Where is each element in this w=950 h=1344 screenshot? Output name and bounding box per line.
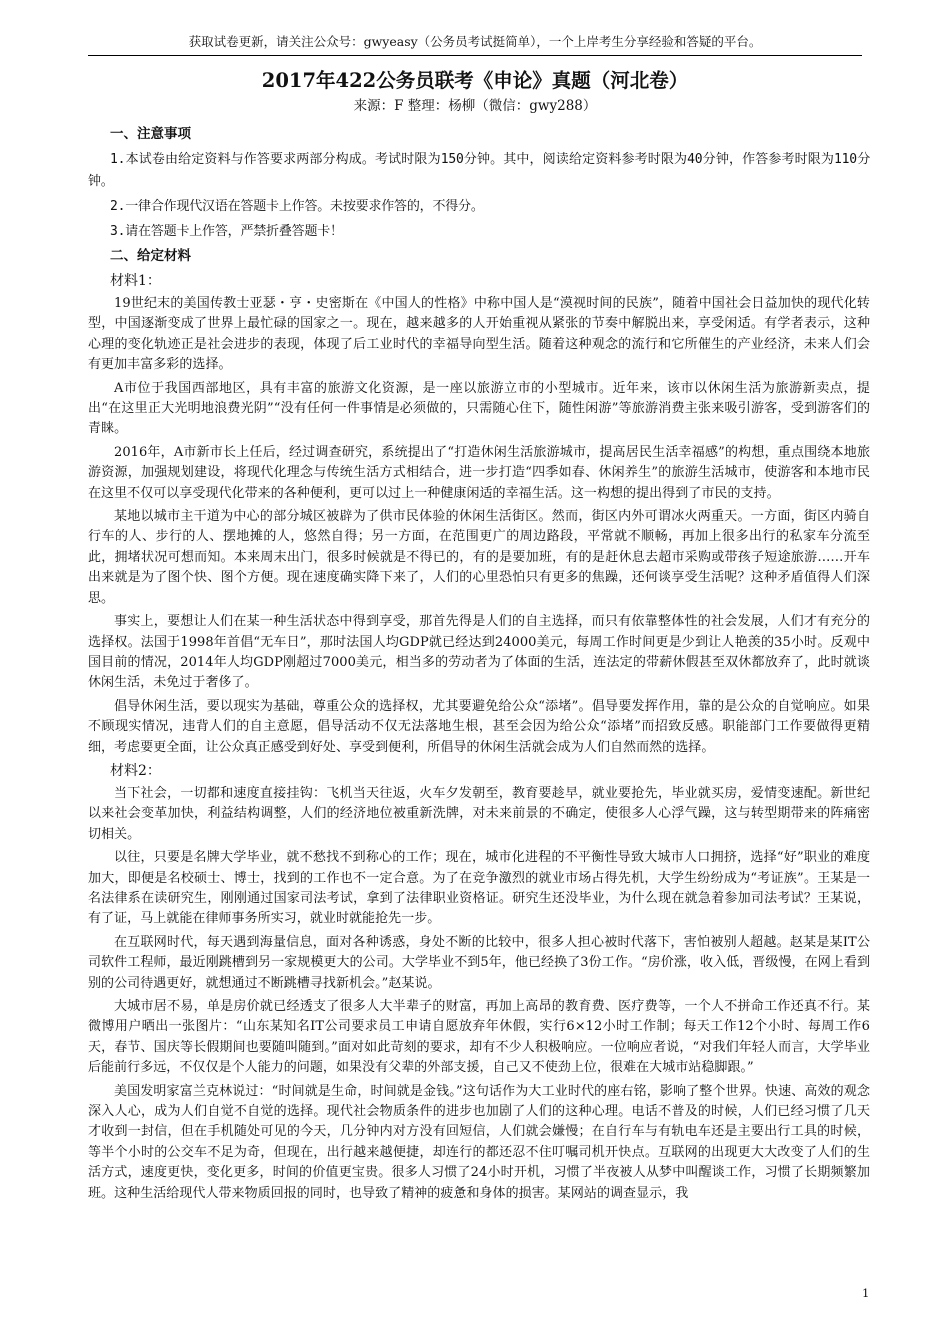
material-1-paragraph: 某地以城市主干道为中心的部分城区被辟为了供市民体验的休闲生活街区。然而，街区内外可谓冰火两重天。一方面，街区内骑自行车的人、步行的人、摆地摊的人，悠然自得；另一方面，在范围更广的周边路段，平常就不顺畅，再加上很多出行的私家车分流至此，拥堵状况可想而知。本来周末出门，很多时候就是不得已的，有的是要加班，有的是赶休息去超市采购或带孩子短途旅游……开车出来就是为了图个快、图个方便。现在速度确实降下来了，人们的心里恐怕只有更多的焦躁，还何谈享受生活呢？这种矛盾值得人们深思。 — [88, 509, 870, 606]
material-2-paragraph: 以往，只要是名牌大学毕业，就不愁找不到称心的工作；现在，城市化进程的不平衡性导致大城市人口拥挤，选择“好”职业的难度加大，即便是名校硕士、博士，找到的工作也不一定合意。为了在竞争激烈的就业市场占得先机，大学生纷纷成为“考证族”。王某是一名法律系在读研究生，刚刚通过国家司法考试，拿到了法律职业资格证。研究生还没毕业，为什么现在就急着参加司法考试？王某说，有了证，马上就能在律师事务所实习，就业时就能抢先一步。 — [88, 850, 870, 927]
page-header-notice: 获取试卷更新，请关注公众号：gwyeasy（公务员考试挺简单），一个上岸考生分享经验和答疑的平台。 — [188, 34, 762, 49]
material-1-paragraph: 19世纪末的美国传教士亚瑟・亨・史密斯在《中国人的性格》中称中国人是“漠视时间的民族”，随着中国社会日益加快的现代化转型，中国逐渐变成了世界上最忙碌的国家之一。现在，越来越多的人开始重视从紧张的节奏中解脱出来，享受闲适。有学者表示，这种心理的变化轨迹正是社会进步的表现，体现了后工业时代的幸福导向型生活。随着这种观念的流行和它所催生的产业经济，未来人们会有更加丰富多彩的选择。 — [88, 296, 870, 373]
document-body — [88, 122, 870, 1207]
header-divider — [88, 55, 862, 56]
material-1-paragraph: 事实上，要想让人们在某一种生活状态中得到享受，那首先得是人们的自主选择，而只有依靠整体性的社会发展，人们才有充分的选择权。法国于1998年首倡“无车日”，那时法国人均GDP就已经达到24000美元，每周工作时间更是少到让人艳羡的35小时。反观中国目前的情况，2014年人均GDP刚超过7000美元，相当多的劳动者为了体面的生活，连法定的带薪休假甚至双休都放弃了，此时就谈休闲生活，未免过于奢侈了。 — [88, 614, 870, 691]
notice-item-1: 1.本试卷由给定资料与作答要求两部分构成。考试时限为150分钟。其中，阅读给定资料参考时限为40分钟，作答参考时限为110分钟。 — [88, 152, 870, 189]
materials-heading: 二、给定材料 — [110, 248, 191, 264]
page-number: 1 — [862, 1286, 870, 1300]
document-source: 来源：F 整理：杨柳（微信：gwy288） — [353, 98, 597, 114]
material-1-paragraph: A市位于我国西部地区，具有丰富的旅游文化资源，是一座以旅游立市的小型城市。近年来，该市以休闲生活为旅游新卖点，提出“在这里正大光明地浪费光阴”“没有任何一件事情是必须做的，只需随心住下，随性闲游”等旅游消费主张来吸引游客，受到游客们的青睐。 — [88, 380, 870, 437]
document-title: 2017年422公务员联考《申论》真题（河北卷） — [261, 69, 689, 92]
notice-item-3: 3.请在答题卡上作答，严禁折叠答题卡！ — [110, 224, 343, 239]
material-2-paragraph: 美国发明家富兰克林说过：“时间就是生命，时间就是金钱。”这句话作为大工业时代的座右铭，影响了整个世界。快速、高效的观念深入人心，成为人们自觉不自觉的选择。现代社会物质条件的进步也加剧了人们的这种心理。电话不普及的时候，人们已经习惯了几天才收到一封信，但在手机随处可见的今天，几分钟内对方没有回短信，人们就会嫌慢；在自行车与有轨电车还是主要出行工具的时候，等半个小时的公交车不足为奇，但现在，出行越来越便捷，却连行的都还忍不住叮嘱司机开快点。互联网的出现更大大改变了人们的生活方式，速度更快，变化更多，时间的价值更宝贵。很多人习惯了24小时开机，习惯了半夜被人从梦中叫醒谈工作，习惯了长期频繁加班。这种生活给现代人带来物质回报的同时，也导致了精神的疲惫和身体的损害。某网站的调查显示，我 — [88, 1083, 870, 1201]
material-2-paragraph: 大城市居不易，单是房价就已经透支了很多人大半辈子的财富，再加上高昂的教育费、医疗费等，一个人不拼命工作还真不行。某微博用户晒出一张图片：“山东某知名IT公司要求员工申请自愿放弃年休假，实行6×12小时工作制；每天工作12个小时、每周工作6天，春节、国庆等长假期间也要随叫随到。”面对如此苛刻的要求，却有不少人积极响应。一位响应者说，“对我们年轻人而言，大学毕业后能前行多远，不仅仅是个人能力的问题，如果没有父辈的外部支援，自己又不使劲上位，很难在大城市站稳脚跟。” — [88, 999, 870, 1076]
notice-item-2: 2.一律合作现代汉语在答题卡上作答。未按要求作答的，不得分。 — [110, 199, 484, 214]
material-2-title: 材料2： — [110, 762, 161, 779]
material-1-paragraph: 2016年，A市新市长上任后，经过调查研究，系统提出了“打造休闲生活旅游城市，提高居民生活幸福感”的构想，重点围绕本地旅游资源，加强规划建设，将现代化理念与传统生活方式相结合，进一步打造“四季如春、休闲养生”的旅游生活城市，使游客和本地市民在这里不仅可以享受现代化带来的各种便利，更可以过上一种健康闲适的幸福生活。这一构想的提出得到了市民的支持。 — [88, 444, 870, 501]
material-2-paragraph: 在互联网时代，每天遇到海量信息，面对各种诱惑，身处不断的比较中，很多人担心被时代落下，害怕被别人超越。赵某是某IT公司软件工程师，最近刚跳槽到另一家规模更大的公司。大学毕业不到5年，他已经换了3份工作。“房价涨，收入低，晋级慢，在网上看到别的公司待遇更好，就想通过不断跳槽寻找新机会。”赵某说。 — [88, 934, 870, 991]
material-1-paragraph: 倡导休闲生活，要以现实为基础，尊重公众的选择权，尤其要避免给公众“添堵”。倡导要发挥作用，靠的是公众的自觉响应。如果不顾现实情况，违背人们的自主意愿，倡导活动不仅无法落地生根，甚至会因为给公众“添堵”而招致反感。职能部门工作要做得更精细，考虑要更全面，让公众真正感受到好处、享受到便利，所倡导的休闲生活就会成为人们自然而然的选择。 — [88, 698, 870, 755]
material-1-title: 材料1： — [110, 273, 161, 289]
notes-heading: 一、注意事项 — [110, 126, 191, 142]
material-2-paragraph: 当下社会，一切都和速度直接挂钩：飞机当天往返，火车夕发朝至，教育要趁早，就业要抢先，毕业就买房，爱情变速配。新世纪以来社会变革加快，利益结构调整，人们的经济地位被重新洗牌，对未来前景的不确定，使很多人心浮气躁，这与转型期带来的阵痛密切相关。 — [88, 785, 870, 842]
